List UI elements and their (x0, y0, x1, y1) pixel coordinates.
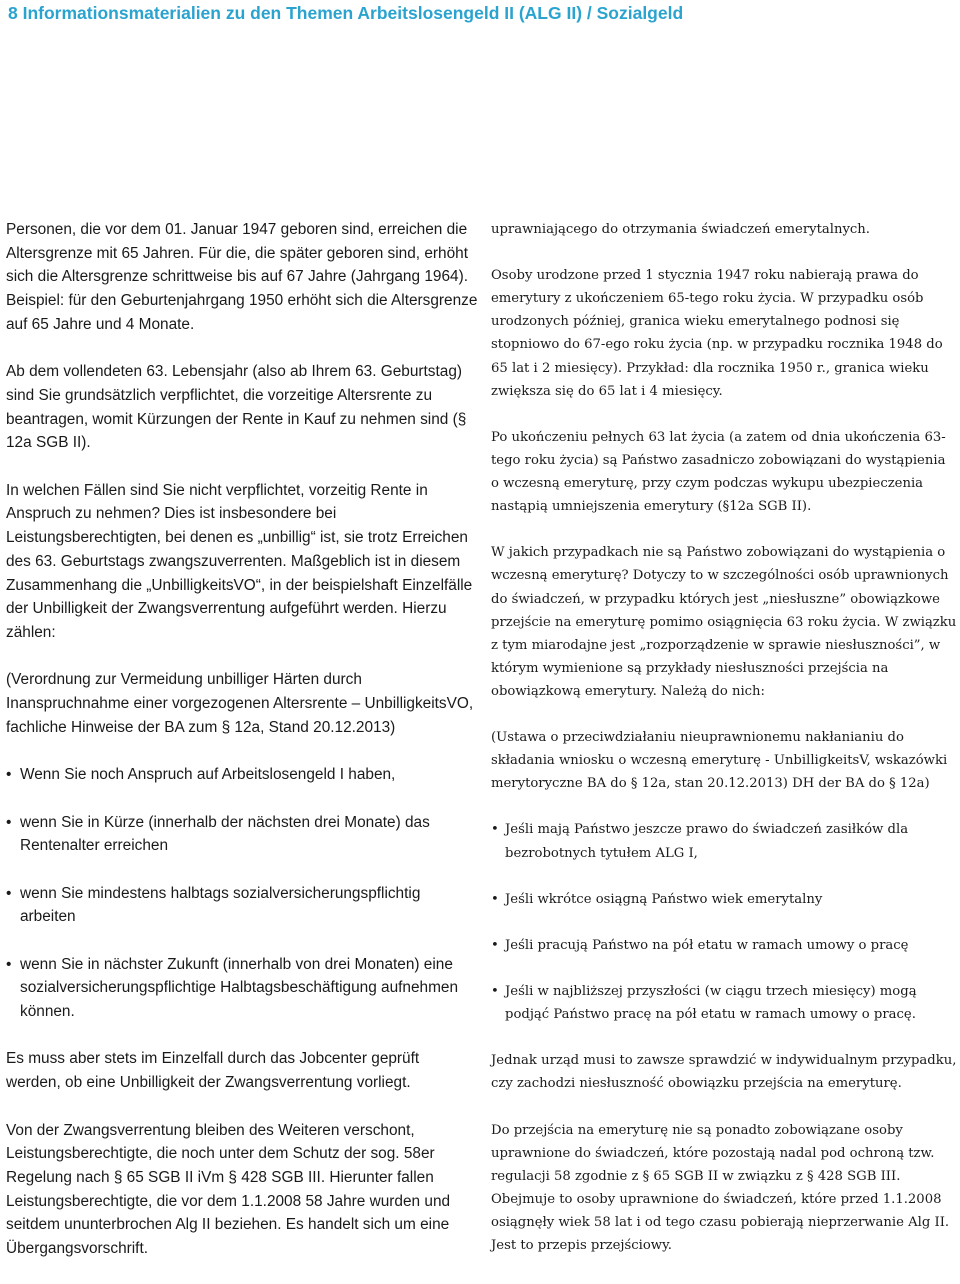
pl-bullet-text: Jeśli pracują Państwo na pół etatu w ramach umowy o pracę (505, 937, 909, 953)
german-column (6, 218, 478, 1284)
pl-bullet-text: Jeśli mają Państwo jeszcze prawo do świadczeń zasiłków dla bezrobotnych tytułem ALG I, (505, 822, 909, 861)
de-bullet-text: wenn Sie mindestens halbtags sozialversicherungspflichtig arbeiten (20, 884, 421, 926)
de-bullet-text: wenn Sie in Kürze (innerhalb der nächsten drei Monate) das Rentenalter erreichen (20, 813, 430, 855)
bullet-icon: • (491, 891, 499, 907)
de-bullet-list (6, 763, 478, 1024)
pl-bullet-item (491, 888, 957, 911)
bullet-icon: • (6, 884, 12, 902)
de-paragraph-2: Ab dem vollendeten 63. Lebensjahr (also ab Ihrem 63. Geburtstag) sind Sie grundsätzlich verpflichtet, die vorzeitige Altersrente zu beantragen, womit Kürzungen der Rente in Kauf zu nehmen sind (§ 12a SGB II). (6, 363, 467, 452)
de-paragraph-6: Von der Zwangsverrentung bleiben des Weiteren verschont, Leistungsberechtigte, die noch unter dem Schutz der sog. 58er Regelung nach § 65 SGB II iVm § 428 SGB III. Hierunter fallen Leistungsberechtigte, die vor dem 1.1.2008 58 Jahre wurden und seitdem ununterbrochen Alg II beziehen. Es handelt sich um eine Übergangsvorschrift. (6, 1121, 451, 1258)
de-bullet-item (6, 882, 478, 929)
de-paragraph-3: In welchen Fällen sind Sie nicht verpflichtet, vorzeitig Rente in Anspruch zu nehmen? Dies ist insbesondere bei Leistungsberechtigten, bei denen es „unbillig“ ist, sie trotz Erreichen des 63. Geburtstags zwangszuverrenten. Maßgeblich ist in diesem Zusammenhang die „UnbilligkeitsVO“, in der beispielshaft Einzelfälle der Unbilligkeit der Zwangsverrentung aufgeführt werden. Hierzu zählen: (6, 481, 473, 641)
bullet-icon: • (491, 822, 499, 838)
pl-bullet-item (491, 980, 957, 1026)
de-paragraph-5: Es muss aber stets im Einzelfall durch das Jobcenter geprüft werden, ob eine Unbilligkeit der Zwangsverrentung vorliegt. (6, 1050, 420, 1092)
pl-paragraph-1: uprawniającego do otrzymania świadczeń emerytalnych. (491, 222, 870, 237)
de-bullet-item (6, 763, 478, 787)
de-paragraph-4: (Verordnung zur Vermeidung unbilliger Härten durch Inanspruchnahme einer vorgezogenen Altersrente – UnbilligkeitsVO, fachliche Hinweise der BA zum § 12a, Stand 20.12.2013) (6, 671, 474, 736)
de-paragraph-1: Personen, die vor dem 01. Januar 1947 geboren sind, erreichen die Altersgrenze mit 65 Jahren. Für die, die später geboren sind, erhöht sich die Altersgrenze schrittweise bis auf 67 Jahre (Jahrgang 1964). Beispiel: für den Geburtenjahrgang 1950 erhöht sich die Altersgrenze auf 65 Jahre und 4 Monate. (6, 221, 478, 333)
de-bullet-item (6, 811, 478, 858)
bullet-icon: • (491, 937, 499, 953)
de-bullet-text: wenn Sie in nächster Zukunft (innerhalb von drei Monaten) eine sozialversicherungspflichtige Halbtagsbeschäftigung aufnehmen können. (20, 955, 459, 1021)
polish-column (491, 218, 957, 1280)
page-heading: 8 Informationsmaterialien zu den Themen Arbeitslosengeld II (ALG II) / Sozialgeld (8, 3, 684, 23)
pl-bullet-text: Jeśli w najbliższej przyszłości (w ciągu trzech miesięcy) mogą podjąć Państwo pracę na pół etatu w ramach umowy o pracę. (505, 984, 917, 1023)
de-bullet-item (6, 953, 478, 1024)
pl-bullet-text: Jeśli wkrótce osiągną Państwo wiek emerytalny (505, 891, 823, 907)
pl-paragraph-5: (Ustawa o przeciwdziałaniu nieuprawnionemu nakłanianiu do składania wniosku o wczesną emeryturę - UnbilligkeitsV, wskazówki merytoryczne BA do § 12a, stan 20.12.2013) DH der BA do § 12a) (491, 730, 948, 792)
pl-paragraph-7: Do przejścia na emeryturę nie są ponadto zobowiązane osoby uprawnione do świadczeń, które pozostają nadal pod ochroną tzw. regulacji 58 zgodnie z § 65 SGB II w związku z § 428 SGB III. Obejmuje to osoby uprawnione do świadczeń, które przed 1.1.2008 osiągnęły wiek 58 lat i od tego czasu pobierają nieprzerwanie Alg II. Jest to przepis przejściowy. (491, 1122, 950, 1254)
pl-paragraph-6: Jednak urząd musi to zawsze sprawdzić w indywidualnym przypadku, czy zachodzi niesłuszność obowiązku przejścia na emeryturę. (491, 1053, 957, 1092)
pl-bullet-item (491, 934, 957, 957)
pl-paragraph-4: W jakich przypadkach nie są Państwo zobowiązani do wystąpienia o wczesną emeryturę? Dotyczy to w szczególności osób uprawnionych do świadczeń, w przypadku których jest „niesłuszne” obowiązkowe przejście na emeryturę pomimo osiągnięcia 63 roku życia. W związku z tym miarodajne jest „rozporządzenie w sprawie niesłuszności”, w którym wymienione są przykłady niesłuszności przejścia na obowiązkową emerytury. Należą do nich: (491, 545, 957, 699)
pl-paragraph-3: Po ukończeniu pełnych 63 lat życia (a zatem od dnia ukończenia 63-tego roku życia) są Państwo zasadniczo zobowiązani do wystąpienia o wczesną emeryturę, przy czym podczas wykupu ubezpieczenia nastąpią umniejszenia emerytury (§12a SGB II). (491, 429, 946, 515)
bullet-icon: • (6, 955, 12, 973)
pl-bullet-item (491, 818, 957, 864)
pl-bullet-list (491, 818, 957, 1026)
bullet-icon: • (491, 984, 499, 1000)
de-bullet-text: Wenn Sie noch Anspruch auf Arbeitslosengeld I haben, (20, 766, 396, 784)
pl-paragraph-2: Osoby urodzone przed 1 stycznia 1947 roku nabierają prawa do emerytury z ukończeniem 65-tego roku życia. W przypadku osób urodzonych później, granica wieku emerytalnego podnosi się stopniowo do 67-ego roku życia (np. w przypadku rocznika 1948 do 65 lat i 2 miesięcy). Przykład: dla rocznika 1950 r., granica wieku zwiększa się do 65 lat i 4 miesięcy. (491, 268, 943, 399)
bullet-icon: • (6, 813, 12, 831)
bullet-icon: • (6, 766, 12, 784)
